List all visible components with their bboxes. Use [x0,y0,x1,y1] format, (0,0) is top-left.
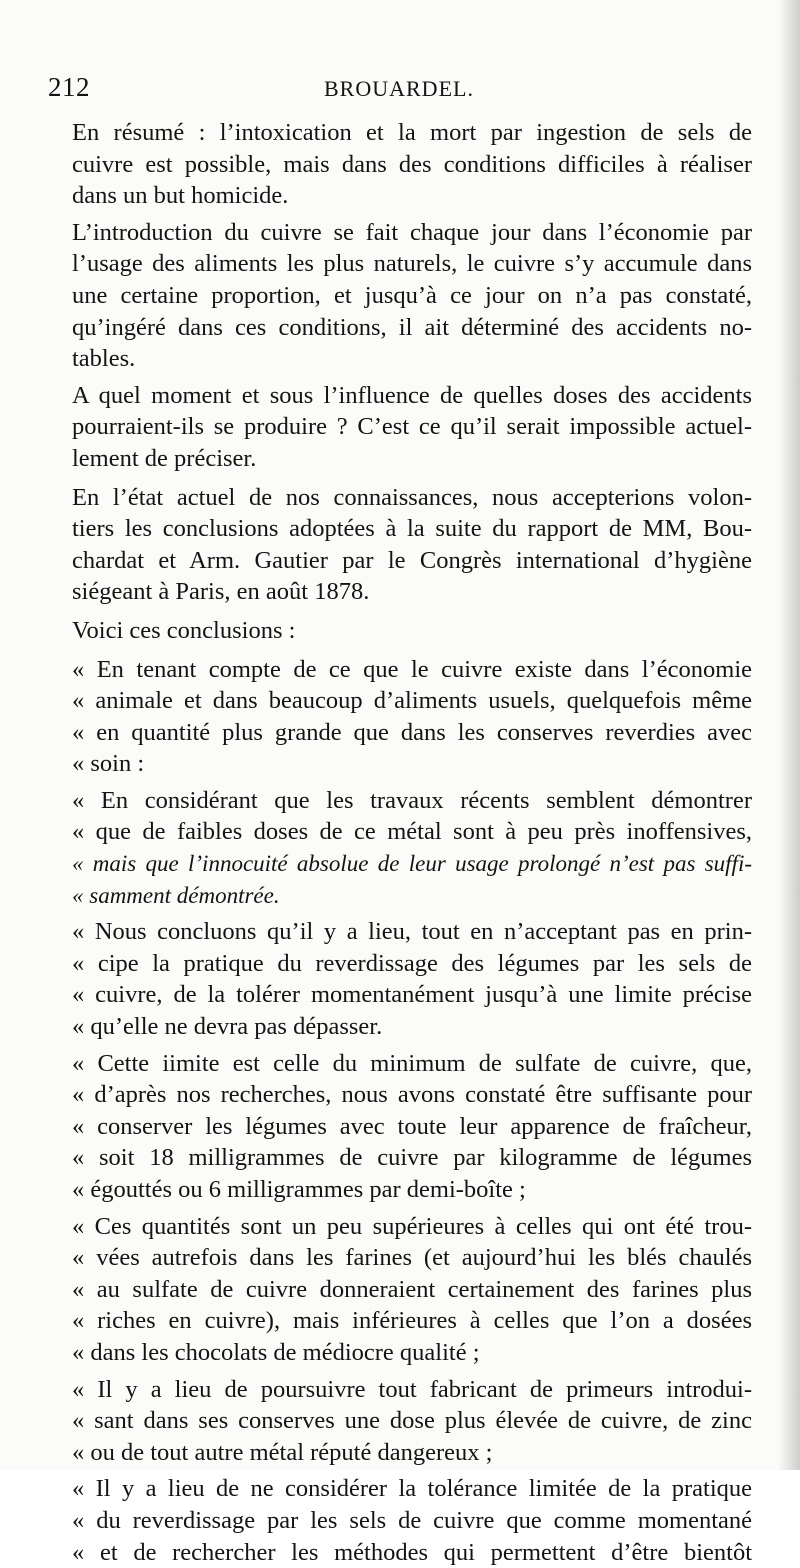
text-line: « égouttés ou 6 milligrammes par demi-boîte ; [72,1176,526,1203]
quote-paragraph-4 [50,1048,752,1206]
quote-paragraph-2 [50,785,752,911]
text-line: tables. [72,345,136,373]
text-line: « Nous concluons qu’il y a lieu, tout en n’acceptant pas en prin- [72,918,752,946]
text-line: cuivre est possible, mais dans des conditions difficiles à réaliser [72,150,752,178]
text-line: « soin : [72,750,145,778]
text-line: « en quantité plus grande que dans les conserves reverdies avec [72,718,752,746]
text-line: En résumé : l’intoxication et la mort par ingestion de sels de [72,119,752,146]
text-line: « cipe la pratique du reverdissage des légumes par les sels de [72,949,752,977]
text-line: « Cette iimite est celle du minimum de sulfate de cuivre, que, [72,1049,752,1077]
text-line: chardat et Arm. Gautier par le Congrès international d’hygiène [72,546,752,574]
text-line-italic: « mais que l’innocuité absolue de leur usage prolongé n’est pas suffi- [72,851,752,877]
paragraph-introduction [50,217,752,375]
text-line: En l’état actuel de nos connaissances, nous accepterions volon- [72,483,752,511]
text-line: lement de préciser. [72,444,257,472]
text-line: « Ces quantités sont un peu supérieures à celles qui ont été trou- [72,1212,752,1240]
text-line: « Il y a lieu de poursuivre tout fabricant de primeurs introdui- [72,1375,752,1403]
text-line: « du reverdissage par les sels de cuivre que comme momentané [72,1506,752,1534]
text-line: siégeant à Paris, en août 1878. [72,578,370,606]
text-line: l’usage des aliments les plus naturels, le cuivre s’y accumule dans [72,250,752,278]
quote-paragraph-6 [50,1374,752,1469]
page-edge-shadow [778,0,800,1470]
text-line: « d’après nos recherches, nous avons constaté être suffisante pour [72,1081,752,1109]
text-line: « En tenant compte de ce que le cuivre existe dans l’économie [72,655,752,683]
paragraph-voici [50,615,752,647]
page-header [48,72,754,108]
text-line: « vées autrefois dans les farines (et aujourd’hui les blés chaulés [72,1244,752,1272]
running-head: BROUARDEL. [324,76,474,101]
text-line: « ou de tout autre métal réputé dangereux ; [72,1438,493,1466]
text-line-italic: « samment démontrée. [72,882,280,908]
text-line: Voici ces conclusions : [72,616,296,644]
body-text [50,117,752,1568]
text-line: « conserver les légumes avec toute leur apparence de fraîcheur, [72,1112,752,1140]
text-line: « cuivre, de la tolérer momentanément jusqu’à une limite précise [72,981,752,1009]
text-line: « sant dans ses conserves une dose plus élevée de cuivre, de zinc [72,1407,752,1435]
quote-paragraph-1 [50,654,752,780]
page-number: 212 [48,72,90,102]
text-line: A quel moment et sous l’influence de quelles doses des accidents [72,381,752,409]
text-line: L’introduction du cuivre se fait chaque jour dans l’économie par [72,218,752,246]
text-line: une certaine proportion, et jusqu’à ce jour on n’a pas constaté, [72,281,752,309]
text-line: « animale et dans beaucoup d’aliments usuels, quelquefois même [72,687,752,715]
text-line: « qu’elle ne devra pas dépasser. [72,1013,383,1041]
text-line: « Il y a lieu de ne considérer la tolérance limitée de la pratique [72,1475,752,1503]
text-line: « que de faibles doses de ce métal sont à peu près inoffensives, [72,818,752,846]
text-line: « soit 18 milligrammes de cuivre par kilogramme de légumes [72,1144,752,1172]
quote-paragraph-5 [50,1211,752,1369]
text-line: « et de rechercher les méthodes qui permettent d’être bientôt [72,1538,752,1566]
paragraph-etat-actuel [50,482,752,608]
text-line: « dans les chocolats de médiocre qualité ; [72,1338,480,1366]
text-line: « au sulfate de cuivre donneraient certainement des farines plus [72,1275,752,1303]
paragraph-question [50,380,752,475]
text-line: dans un but homicide. [72,182,289,210]
text-line: « riches en cuivre), mais inférieures à celles que l’on a dosées [72,1307,752,1335]
text-line: qu’ingéré dans ces conditions, il ait déterminé des accidents no- [72,313,752,341]
text-line: pourraient-ils se produire ? C’est ce qu’il serait impossible actuel- [72,413,752,441]
paragraph-resume [50,117,752,212]
quote-paragraph-3 [50,916,752,1042]
quote-paragraph-7 [50,1473,752,1568]
text-line: tiers les conclusions adoptées à la suite du rapport de MM, Bou- [72,515,752,543]
text-line: « En considérant que les travaux récents semblent démontrer [72,786,752,814]
